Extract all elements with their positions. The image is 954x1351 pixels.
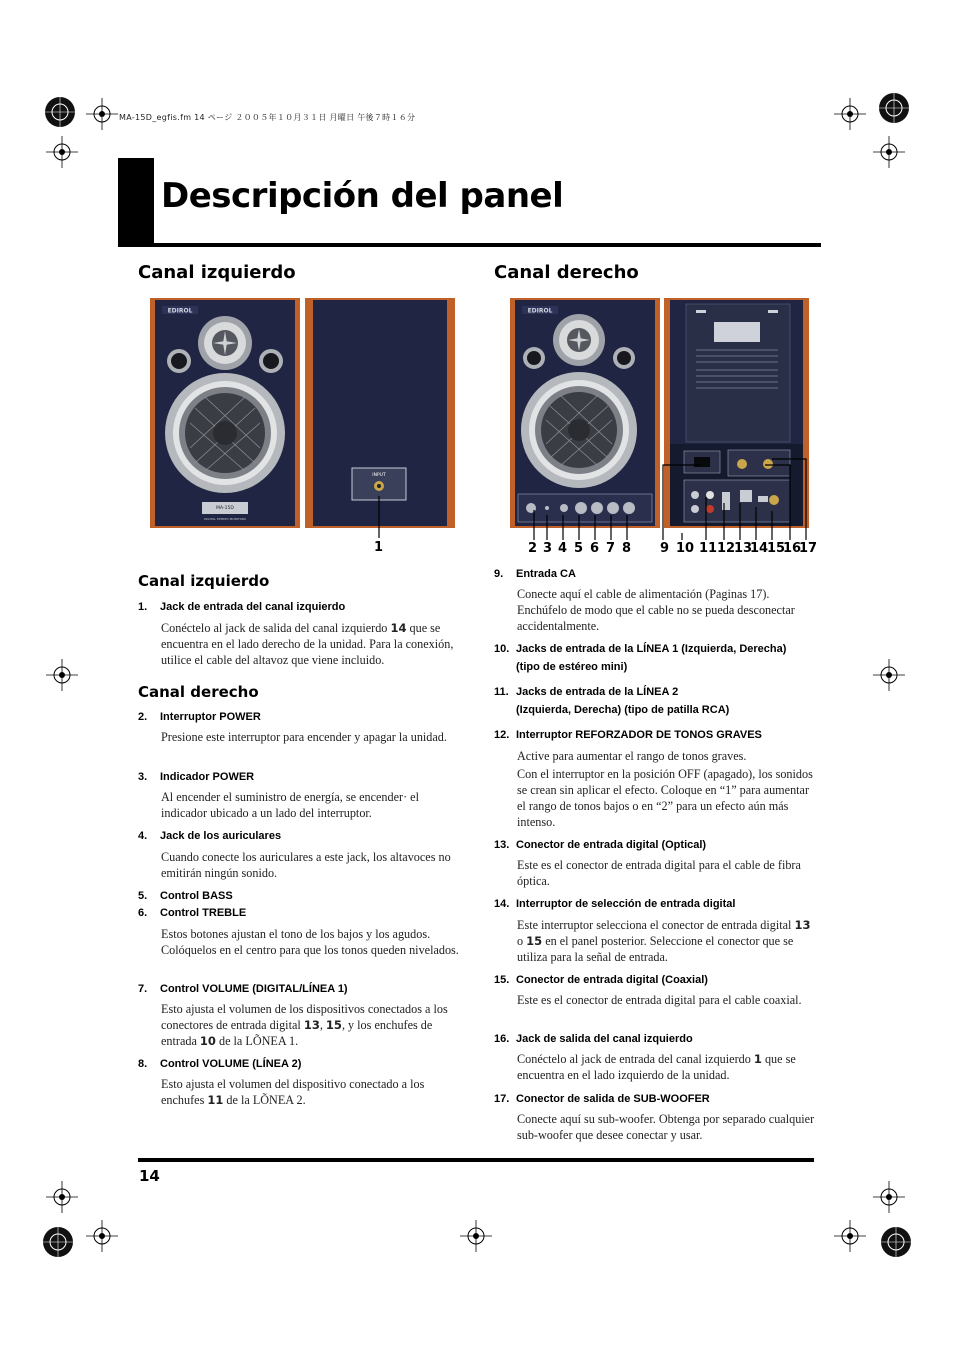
item-body: Active para aumentar el rango de tonos graves. (517, 749, 747, 763)
callout-number: 3 (543, 541, 553, 556)
callout-number: 5 (574, 541, 584, 556)
crosshair-mark-icon (86, 98, 118, 130)
crosshair-mark-icon (46, 1181, 78, 1213)
title-block (118, 158, 154, 246)
callout-number: 9 (660, 541, 670, 556)
callout-number: 12 (717, 541, 736, 556)
subsection-title: Canal izquierdo (138, 572, 270, 590)
brand-label: EDIROL (527, 307, 553, 315)
item-heading: 13. Conector de entrada digital (Optical) (494, 839, 707, 851)
callout-number: 7 (606, 541, 616, 556)
crosshair-mark-icon (834, 98, 866, 130)
item-body: Conéctelo al jack de entrada del canal izquierdo 1 que se encuentra en el lado izquierdo de la unidad. (517, 1052, 796, 1082)
item-heading-cont: (tipo de estéreo mini) (516, 661, 628, 673)
crosshair-mark-icon (834, 1220, 866, 1252)
item-heading: 2. Interruptor POWER (138, 711, 261, 723)
page-title: Descripción del panel (161, 176, 564, 216)
section-title-right: Canal derecho (494, 262, 639, 283)
item-heading: 17. Conector de salida de SUB-WOOFER (494, 1093, 710, 1105)
item-heading: 16. Jack de salida del canal izquierdo (494, 1033, 693, 1045)
callout-number: 4 (558, 541, 568, 556)
item-body: Con el interruptor en la posición OFF (apagado), los sonidos se crean sin aplicar el efecto. Coloque en “1” para aumentar el rango de tonos bajos o en “2” para un efecto aún más intenso. (517, 767, 813, 829)
item-heading: 11. Jacks de entrada de la LÍNEA 2 (494, 686, 679, 698)
item-body: Este es el conector de entrada digital para el cable de fibra óptica. (517, 858, 801, 888)
item-heading: 10. Jacks de entrada de la LÍNEA 1 (Izquierda, Derecha) (494, 643, 787, 655)
registration-mark-icon (40, 92, 80, 132)
callout-number: 6 (590, 541, 600, 556)
input-label: INPUT (372, 473, 386, 478)
crosshair-mark-icon (873, 659, 905, 691)
callout-lines (510, 455, 815, 545)
item-body: Conecte aquí el cable de alimentación (Paginas 17). Enchúfelo de modo que el cable no se pueda desconectar accidentalmente. (517, 587, 795, 633)
item-body: Presione este interruptor para encender y apagar la unidad. (161, 730, 447, 744)
model-caption: DIGITAL STEREO MONITORS (204, 517, 246, 521)
item-body: Estos botones ajustan el tono de los bajos y los agudos. Colóquelos en el centro para que los tonos queden nivelados. (161, 927, 459, 957)
crosshair-mark-icon (873, 1181, 905, 1213)
callout-number: 16 (783, 541, 802, 556)
callout-number: 11 (699, 541, 718, 556)
section-title-left: Canal izquierdo (138, 262, 296, 283)
callout-line (370, 496, 390, 546)
item-heading: 5. Control BASS (138, 890, 233, 902)
left-speaker-back-illustration (305, 298, 455, 528)
callout-number: 15 (767, 541, 786, 556)
crosshair-mark-icon (460, 1220, 492, 1252)
callout-number: 14 (750, 541, 769, 556)
item-body: Conéctelo al jack de salida del canal izquierdo 14 que se encuentra en el lado derecho de la unidad. Para la conexión, utilice el cable del altavoz que viene incluido. (161, 621, 454, 667)
brand-label: EDIROL (167, 307, 193, 315)
registration-mark-icon (38, 1222, 78, 1262)
callout-number: 1 (374, 540, 384, 555)
model-label: MA-15D (216, 506, 234, 511)
subsection-title: Canal derecho (138, 683, 259, 701)
item-heading: 8. Control VOLUME (LÍNEA 2) (138, 1058, 302, 1070)
crosshair-mark-icon (873, 136, 905, 168)
footer-rule (138, 1158, 814, 1162)
item-body: Cuando conecte los auriculares a este jack, los altavoces no emitirán ningún sonido. (161, 850, 451, 880)
item-heading: 12. Interruptor REFORZADOR DE TONOS GRAVES (494, 729, 762, 741)
item-heading: 14. Interruptor de selección de entrada digital (494, 898, 736, 910)
crosshair-mark-icon (46, 659, 78, 691)
item-heading: 7. Control VOLUME (DIGITAL/LÍNEA 1) (138, 983, 348, 995)
item-body: Este es el conector de entrada digital para el cable coaxial. (517, 993, 802, 1007)
item-body: Al encender el suministro de energía, se encender· el indicador ubicado a un lado del interruptor. (161, 790, 419, 820)
item-body: Esto ajusta el volumen del dispositivo conectado a los enchufes 11 de la LÕNEA 2. (161, 1077, 425, 1107)
item-heading: 6. Control TREBLE (138, 907, 247, 919)
item-body: Conecte aquí su sub-woofer. Obtenga por separado cualquier sub-woofer que desee conectar y usar. (517, 1112, 815, 1142)
title-rule (118, 243, 821, 247)
item-body: Este interruptor selecciona el conector de entrada digital 13 o 15 en el panel posterior. Seleccione el conector que se utiliza para la señal de entrada. (517, 918, 811, 964)
crosshair-mark-icon (86, 1220, 118, 1252)
callout-number: 17 (799, 541, 818, 556)
callout-number: 13 (734, 541, 753, 556)
file-header: MA-15D_egfis.fm 14 ページ ２００５年１０月３１日 月曜日 午後７時１６分 (119, 113, 416, 122)
left-speaker-front-illustration (150, 298, 300, 528)
item-heading-cont: (Izquierda, Derecha) (tipo de patilla RCA) (516, 704, 730, 716)
item-heading: 4. Jack de los auriculares (138, 830, 282, 842)
item-heading: 1. Jack de entrada del canal izquierdo (138, 601, 346, 613)
registration-mark-icon (876, 1222, 916, 1262)
item-heading: 3. Indicador POWER (138, 771, 255, 783)
item-heading: 15. Conector de entrada digital (Coaxial) (494, 974, 708, 986)
item-heading: 9. Entrada CA (494, 568, 576, 580)
callout-number: 10 (676, 541, 695, 556)
item-body: Esto ajusta el volumen de los dispositivos conectados a los conectores de entrada digital 13, 15, y los enchufes de entrada 10 de la LÕNEA 1. (161, 1002, 448, 1048)
page-number: 14 (139, 1167, 160, 1185)
registration-mark-icon (874, 88, 914, 128)
callout-number: 8 (622, 541, 632, 556)
callout-number: 2 (528, 541, 538, 556)
crosshair-mark-icon (46, 136, 78, 168)
